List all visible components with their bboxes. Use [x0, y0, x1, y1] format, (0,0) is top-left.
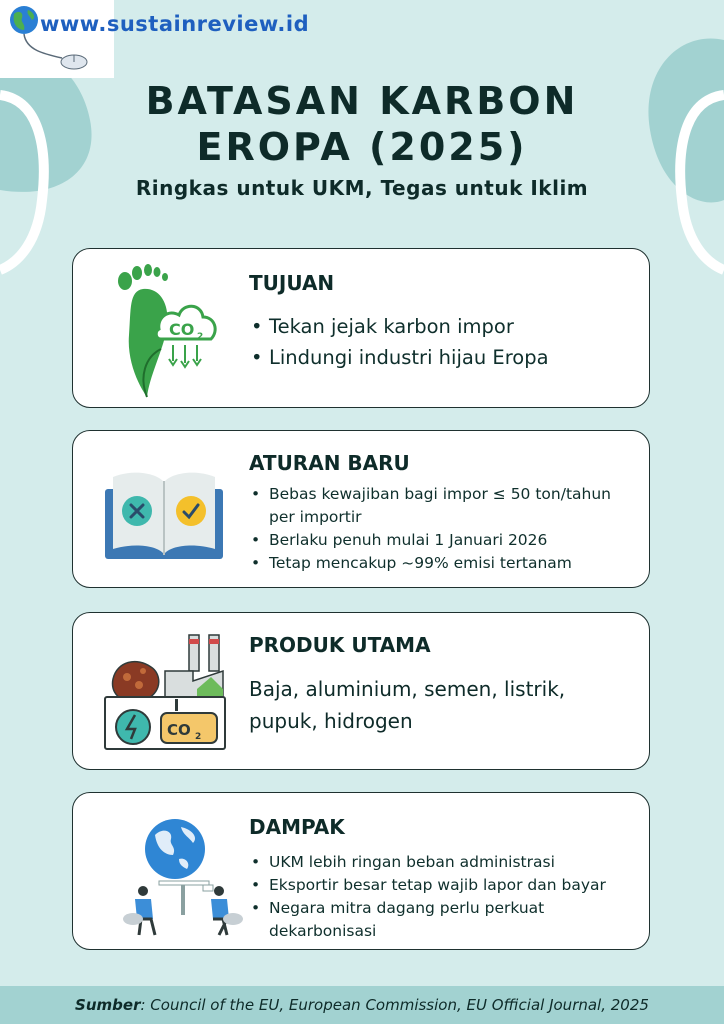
- svg-text:2: 2: [195, 732, 202, 742]
- dampak-list: [249, 851, 629, 943]
- list-item: • Eksportir besar tetap wajib lapor dan bayar: [249, 874, 629, 897]
- list-item: • Berlaku penuh mulai 1 Januari 2026: [249, 529, 629, 552]
- page-subtitle: Ringkas untuk UKM, Tegas untuk Iklim: [135, 176, 589, 200]
- source-label: Sumber: [75, 996, 141, 1014]
- page-title-line-1: BATASAN KARBON: [145, 79, 579, 123]
- tujuan-list: [249, 311, 549, 373]
- co2-footprint-icon: [99, 259, 229, 399]
- factory-products-icon: [93, 627, 233, 757]
- list-item: • Tekan jejak karbon impor: [249, 311, 549, 342]
- aturan-list: [249, 483, 629, 575]
- produk-line-1: Baja, aluminium, semen, listrik,: [249, 677, 566, 701]
- card-tujuan: [72, 248, 650, 408]
- svg-text:2: 2: [197, 332, 204, 342]
- footer-source: [0, 996, 724, 1014]
- svg-text:CO: CO: [169, 320, 195, 339]
- card-title-tujuan: TUJUAN: [249, 271, 335, 295]
- list-item: • Negara mitra dagang perlu perkuat dekarbonisasi: [249, 897, 629, 943]
- card-produk-utama: [72, 612, 650, 770]
- card-dampak: [72, 792, 650, 950]
- list-item: • UKM lebih ringan beban administrasi: [249, 851, 629, 874]
- card-title-produk-utama: PRODUK UTAMA: [249, 633, 431, 657]
- site-url[interactable]: www.sustainreview.id: [40, 12, 310, 36]
- source-text: : Council of the EU, European Commission, EU Official Journal, 2025: [140, 996, 649, 1014]
- card-aturan-baru: [72, 430, 650, 588]
- produk-line-2: pupuk, hidrogen: [249, 709, 413, 733]
- card-title-aturan-baru: ATURAN BARU: [249, 451, 410, 475]
- svg-text:CO: CO: [167, 721, 191, 739]
- list-item: • Lindungi industri hijau Eropa: [249, 342, 549, 373]
- list-item: • Tetap mencakup ~99% emisi tertanam: [249, 552, 629, 575]
- page-title-line-2: EROPA (2025): [196, 125, 528, 169]
- card-title-dampak: DAMPAK: [249, 815, 345, 839]
- globe-meeting-icon: [119, 807, 249, 937]
- list-item: • Bebas kewajiban bagi impor ≤ 50 ton/tahun per importir: [249, 483, 629, 529]
- rulebook-icon: [99, 459, 229, 569]
